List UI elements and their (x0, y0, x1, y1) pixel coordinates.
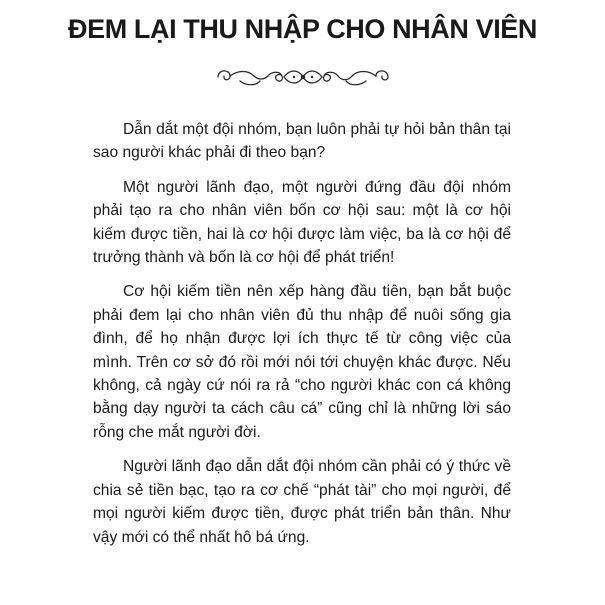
paragraph: Dẫn dắt một đội nhóm, bạn luôn phải tự hỏi bản thân tại sao người khác phải đi theo bạn? (93, 121, 511, 162)
page-title: ĐEM LẠI THU NHẬP CHO NHÂN VIÊN (67, 14, 538, 44)
paragraph: Một người lãnh đạo, một người đứng đầu đội nhóm phải tạo ra cho nhân viên bốn cơ hội sau: một là cơ hội kiếm được tiền, hai là cơ hội được làm việc, ba là cơ hội để trưởng thành và bốn là cơ hội để phát triển! (93, 178, 511, 267)
body-text (93, 118, 511, 560)
paragraph: Cơ hội kiếm tiền nên xếp hàng đầu tiên, bạn bắt buộc phải đem lại cho nhân viên đủ thu nhập để nuôi sống gia đình, để họ nhận được lợi ích thực tế từ công việc của mình. Trên cơ sở đó rồi mới nói tới chuyện khác được. Nếu không, cả ngày cứ nói ra rả “cho người khác con cá không bằng dạy người ta cách câu cá” cũng chỉ là những lời sáo rỗng che mắt người đời. (93, 283, 511, 441)
paragraph: Người lãnh đạo dẫn dắt đội nhóm cần phải có ý thức về chia sẻ tiền bạc, tạo ra cơ chế “phát tài” cho mọi người, để mọi người kiếm được tiền, được phát triển bản thân. Như vậy mới có thể nhất hô bá ứng. (93, 458, 511, 546)
flourish-divider-icon (210, 60, 396, 94)
